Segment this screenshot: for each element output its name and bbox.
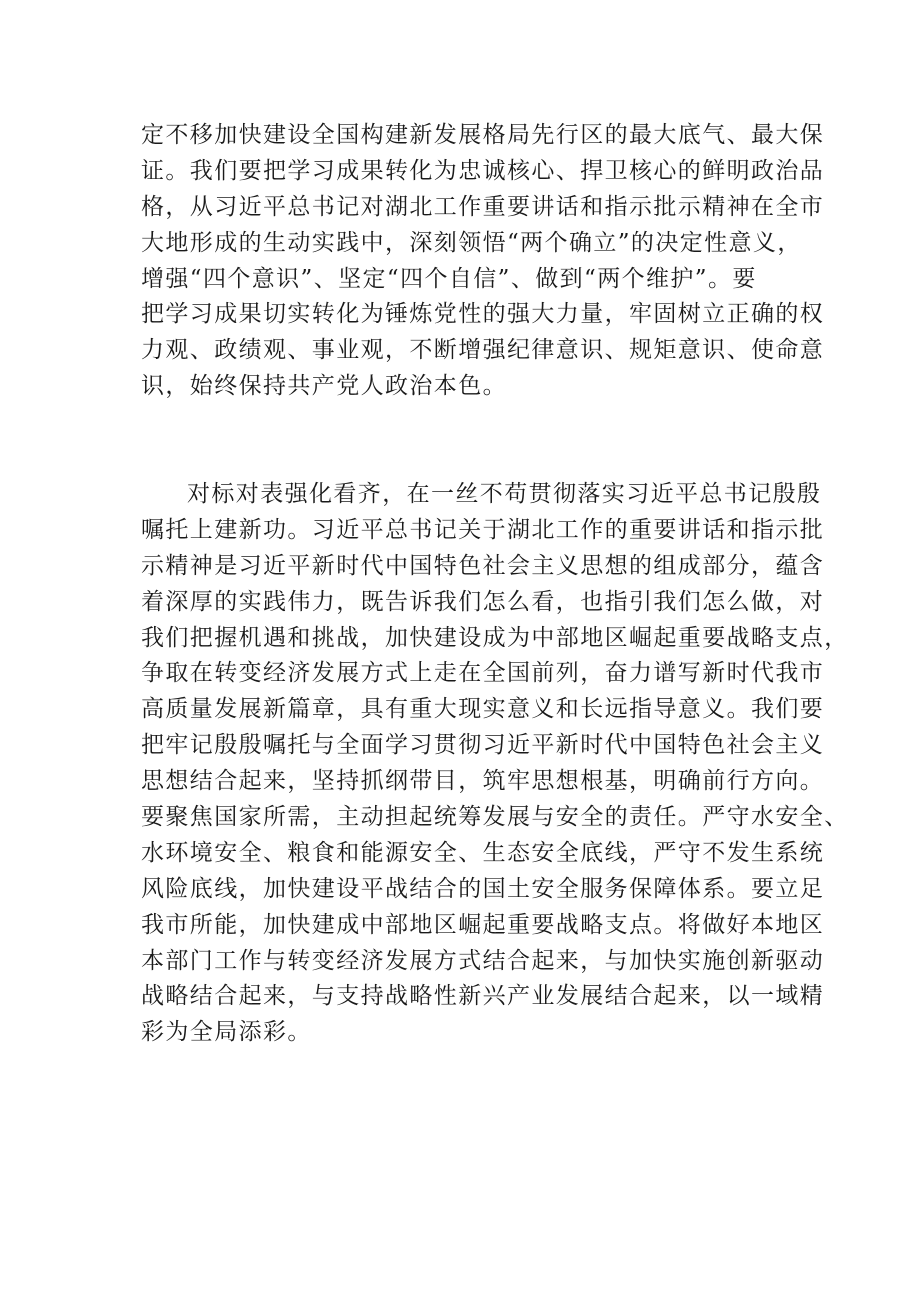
text-line: 力观、政绩观、事业观，不断增强纪律意识、规矩意识、使命意 — [141, 337, 825, 364]
text-line: 把牢记殷殷嘱托与全面学习贯彻习近平新时代中国特色社会主义 — [141, 732, 825, 759]
text-line: 我们把握机遇和挑战，加快建设成为中部地区崛起重要战略支点， — [141, 624, 849, 651]
text-line: 识，始终保持共产党人政治本色。 — [141, 373, 507, 400]
text-line: 思想结合起来，坚持抓纲带目，筑牢思想根基，明确前行方向。 — [141, 768, 825, 795]
text-line: 对标对表强化看齐，在一丝不苟贯彻落实习近平总书记殷殷 — [187, 481, 822, 507]
text-line: 定不移加快建设全国构建新发展格局先行区的最大底气、最大保 — [141, 122, 825, 148]
text-line: 战略结合起来，与支持战略性新兴产业发展结合起来，以一域精 — [141, 983, 825, 1010]
text-line: 争取在转变经济发展方式上走在全国前列，奋力谱写新时代我市 — [141, 660, 825, 687]
text-line: 大地形成的生动实践中，深刻领悟“两个确立”的决定性意义， — [141, 229, 802, 256]
text-line: 我市所能，加快建成中部地区崛起重要战略支点。将做好本地区 — [141, 911, 825, 938]
text-line: 高质量发展新篇章，具有重大现实意义和长远指导意义。我们要 — [141, 696, 825, 723]
paragraph-1 — [141, 118, 825, 405]
text-line: 要聚焦国家所需，主动担起统筹发展与安全的责任。严守水安全、 — [141, 804, 849, 831]
text-line: 风险底线，加快建设平战结合的国土安全服务保障体系。要立足 — [141, 875, 825, 902]
text-line: 证。我们要把学习成果转化为忠诚核心、捍卫核心的鲜明政治品 — [141, 157, 825, 184]
text-line: 水环境安全、粮食和能源安全、生态安全底线，严守不发生系统 — [141, 839, 825, 866]
text-line: 把学习成果切实转化为锤炼党性的强大力量，牢固树立正确的权 — [141, 301, 825, 328]
text-line: 彩为全局添彩。 — [141, 1019, 312, 1046]
text-line: 嘱托上建新功。习近平总书记关于湖北工作的重要讲话和指示批 — [141, 516, 825, 543]
text-line: 示精神是习近平新时代中国特色社会主义思想的组成部分，蕴含 — [141, 552, 825, 579]
text-line: 本部门工作与转变经济发展方式结合起来，与加快实施创新驱动 — [141, 947, 825, 974]
text-line: 着深厚的实践伟力，既告诉我们怎么看，也指引我们怎么做，对 — [141, 588, 825, 615]
paragraph-2 — [141, 477, 849, 1051]
text-line: 增强“四个意识”、坚定“四个自信”、做到“两个维护”。要 — [141, 265, 757, 292]
text-line: 格，从习近平总书记对湖北工作重要讲话和指示批示精神在全市 — [141, 193, 825, 220]
